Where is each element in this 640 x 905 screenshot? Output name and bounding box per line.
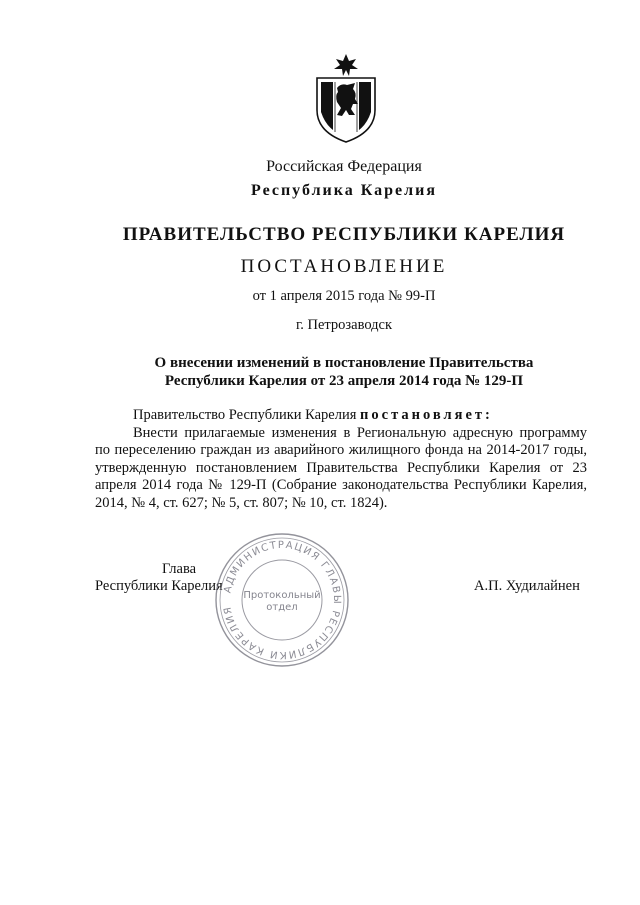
stamp-ring-text: АДМИНИСТРАЦИЯ ГЛАВЫ РЕСПУБЛИКИ КАРЕЛИЯ: [222, 539, 343, 661]
signer-title-line-1: Глава: [162, 561, 197, 577]
country-name: Российская Федерация: [266, 158, 422, 175]
intro-prefix: Правительство Республики Карелия: [133, 407, 361, 423]
document-body: [95, 407, 587, 512]
document-type: ПОСТАНОВЛЕНИЕ: [240, 256, 448, 277]
intro-spaced-verb: постановляет:: [360, 407, 493, 423]
intro-paragraph: [95, 407, 587, 425]
signer-name: А.П. Худилайнен: [474, 578, 580, 594]
stamp-center-line-2: отдел: [266, 602, 298, 613]
subject-line-2: Республики Карелия от 23 апреля 2014 года № 129-П: [164, 373, 524, 389]
coat-of-arms-icon: [311, 52, 381, 144]
official-stamp: [212, 530, 352, 670]
document-subject: [0, 354, 640, 390]
subject-line-1: О внесении изменений в постановление Правительства: [154, 355, 534, 371]
signer-title-line-2: Республики Карелия: [95, 578, 223, 594]
stamp-center-line-1: Протокольный: [243, 590, 321, 601]
body-paragraph: Внести прилагаемые изменения в Региональную адресную программу по переселению граждан из аварийного жилищного фонда на 2014-2017 годы, утвержденную постановлением Правительства Республики Карелия от 23 апреля 2014 года № 129-П (Собрание законодательства Республики Карелия, 2014, № 4, ст. 627; № 5, ст. 807; № 10, ст. 1824).: [95, 424, 587, 511]
republic-name: Республика Карелия: [251, 182, 437, 199]
document-city: г. Петрозаводск: [295, 317, 393, 333]
document-date-number: от 1 апреля 2015 года № 99-П: [252, 288, 436, 304]
government-title: ПРАВИТЕЛЬСТВО РЕСПУБЛИКИ КАРЕЛИЯ: [122, 224, 566, 245]
